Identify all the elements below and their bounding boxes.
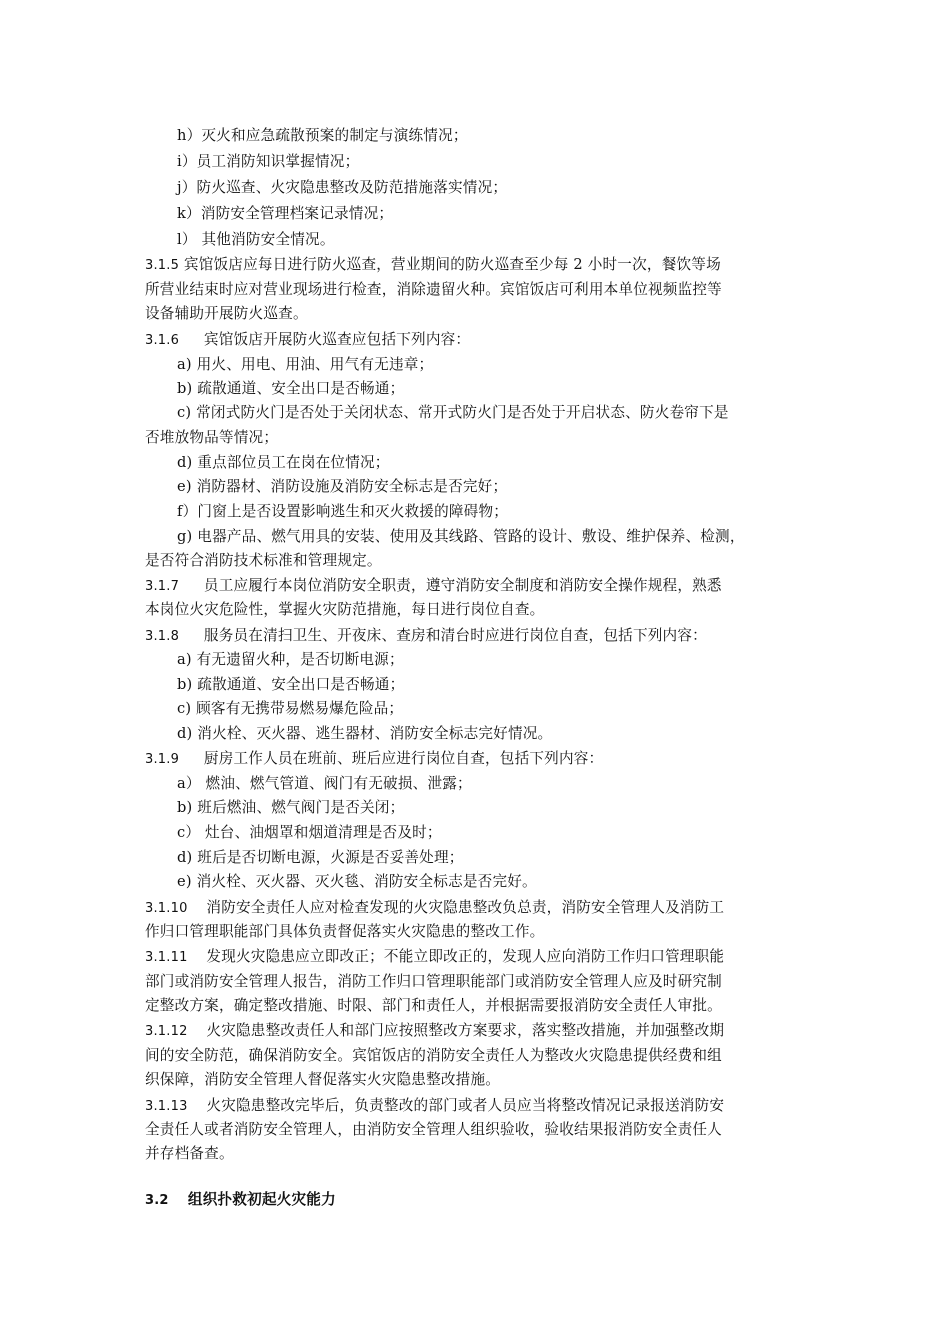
list-item-d: d) 重点部位员工在岗在位情况； (177, 454, 390, 471)
paragraph-line: 全责任人或者消防安全管理人，由消防安全管理人组织验收，验收结果报消防安全责任人 (145, 1121, 722, 1138)
list-item-b: b) 疏散通道、安全出口是否畅通； (177, 380, 405, 397)
list-item-b: b) 疏散通道、安全出口是否畅通； (177, 676, 405, 693)
clause-3-1-11 (145, 945, 724, 970)
list-item-f: f）门窗上是否设置影响逃生和灭火救援的障碍物； (177, 503, 509, 520)
paragraph-line: 定整改方案，确定整改措施、时限、部门和责任人，并根据需要报消防安全责任人审批。 (145, 997, 722, 1014)
list-item-e: e) 消火栓、灭火器、灭火毯、消防安全标志是否完好。 (177, 873, 537, 890)
list-item-a: a) 有无遗留火种，是否切断电源； (177, 651, 404, 668)
clause-number: 3.1.11 (145, 950, 188, 965)
clause-text: 火灾隐患整改完毕后，负责整改的部门或者人员应当将整改情况记录报送消防安 (206, 1097, 725, 1114)
list-item-i: i）员工消防知识掌握情况； (177, 153, 360, 170)
clause-text: 宾馆饭店应每日进行防火巡查，营业期间的防火巡查至少每 2 小时一次，餐饮等场 (183, 256, 721, 273)
clause-number: 3.1.13 (145, 1099, 188, 1114)
clause-3-1-8 (145, 624, 707, 649)
list-item-c: c） 灶台、油烟罩和烟道清理是否及时； (177, 824, 442, 841)
paragraph-line: 织保障，消防安全管理人督促落实火灾隐患整改措施。 (145, 1071, 501, 1088)
paragraph-line: 所营业结束时应对营业现场进行检查，消除遗留火种。宾馆饭店可利用本单位视频监控等 (145, 281, 722, 298)
clause-number: 3.1.9 (145, 752, 180, 767)
clause-text: 火灾隐患整改责任人和部门应按照整改方案要求，落实整改措施，并加强整改期 (206, 1022, 725, 1039)
list-item-d: d) 消火栓、灭火器、逃生器材、消防安全标志完好情况。 (177, 725, 553, 742)
list-item-j: j）防火巡查、火灾隐患整改及防范措施落实情况； (177, 179, 508, 196)
section-number: 3.2 (145, 1193, 169, 1208)
clause-text: 厨房工作人员在班前、班后应进行岗位自查，包括下列内容： (203, 750, 604, 767)
list-item-a: a） 燃油、燃气管道、阀门有无破损、泄露； (177, 775, 472, 792)
clause-number: 3.1.6 (145, 333, 180, 348)
list-item-k: k）消防安全管理档案记录情况； (177, 205, 394, 222)
section-title: 组织扑救初起火灾能力 (187, 1191, 336, 1208)
list-item-b: b) 班后燃油、燃气阀门是否关闭； (177, 799, 405, 816)
list-item-a: a) 用火、用电、用油、用气有无违章； (177, 356, 434, 373)
paragraph-line: 作归口管理职能部门具体负责督促落实火灾隐患的整改工作。 (145, 923, 545, 940)
list-item-c: c) 常闭式防火门是否处于关闭状态、常开式防火门是否处于开启状态、防火卷帘下是 (177, 404, 729, 421)
clause-number: 3.1.7 (145, 579, 180, 594)
clause-text: 员工应履行本岗位消防安全职责，遵守消防安全制度和消防安全操作规程，熟悉 (203, 577, 722, 594)
list-item-g: g) 电器产品、燃气用具的安装、使用及其线路、管路的设计、敷设、维护保养、检测， (177, 528, 745, 545)
clause-text: 服务员在清扫卫生、开夜床、查房和清台时应进行岗位自查，包括下列内容： (203, 627, 707, 644)
clause-number: 3.1.12 (145, 1024, 188, 1039)
clause-3-1-13 (145, 1094, 724, 1119)
paragraph-line: 是否符合消防技术标准和管理规定。 (145, 552, 382, 569)
clause-number: 3.1.8 (145, 629, 180, 644)
paragraph-line: 部门或消防安全管理人报告，消防工作归口管理职能部门或消防安全管理人应及时研究制 (145, 973, 722, 990)
clause-3-1-7 (145, 574, 722, 599)
paragraph-line: 并存档备查。 (145, 1145, 234, 1162)
list-item-d: d) 班后是否切断电源，火源是否妥善处理； (177, 849, 464, 866)
clause-text: 发现火灾隐患应立即改正；不能立即改正的，发现人应向消防工作归口管理职能 (206, 948, 725, 965)
clause-number: 3.1.10 (145, 901, 188, 916)
list-item-c: c) 顾客有无携带易燃易爆危险品； (177, 700, 404, 717)
paragraph-line: 本岗位火灾危险性，掌握火灾防范措施，每日进行岗位自查。 (145, 601, 545, 618)
clause-3-1-6 (145, 328, 470, 353)
list-item-e: e) 消防器材、消防设施及消防安全标志是否完好； (177, 478, 508, 495)
paragraph-line: 否堆放物品等情况； (145, 429, 279, 446)
list-item-h: h）灭火和应急疏散预案的制定与演练情况； (177, 127, 468, 144)
clause-text: 宾馆饭店开展防火巡查应包括下列内容： (203, 331, 471, 348)
clause-3-1-5 (145, 253, 721, 278)
clause-3-1-9 (145, 747, 603, 772)
clause-3-1-10 (145, 896, 724, 921)
clause-number: 3.1.5 (145, 258, 180, 273)
list-item-l: l） 其他消防安全情况。 (177, 231, 335, 248)
paragraph-line: 设备辅助开展防火巡查。 (145, 305, 308, 322)
section-heading-3-2 (145, 1188, 336, 1213)
clause-text: 消防安全责任人应对检查发现的火灾隐患整改负总责，消防安全管理人及消防工 (206, 899, 725, 916)
paragraph-line: 间的安全防范，确保消防安全。宾馆饭店的消防安全责任人为整改火灾隐患提供经费和组 (145, 1047, 722, 1064)
clause-3-1-12 (145, 1019, 724, 1044)
